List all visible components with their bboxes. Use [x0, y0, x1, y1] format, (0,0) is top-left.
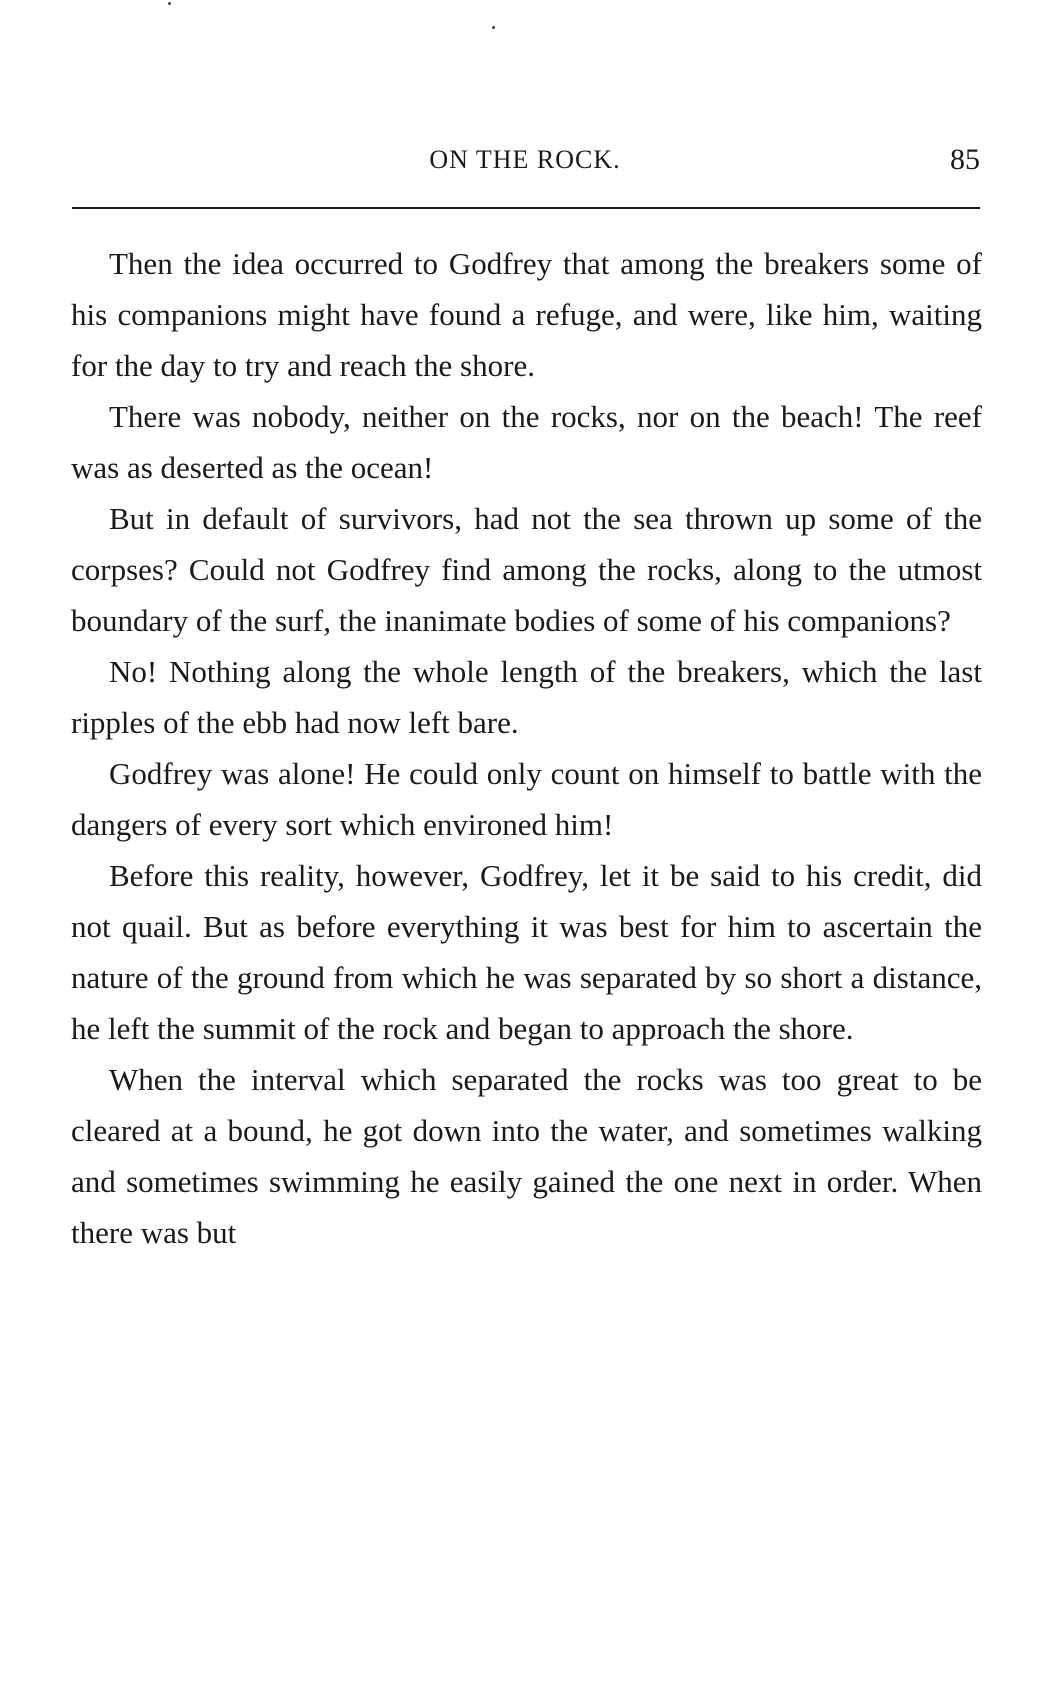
page-header: [70, 140, 980, 180]
header-rule: [72, 207, 980, 209]
paragraph: Before this reality, however, Godfrey, let it be said to his credit, did not quail. But as before everything it was best for him to ascertain the nature of the ground from which he was separated by so short a distance, he left the summit of the rock and began to approach the shore.: [71, 858, 982, 1046]
running-title: ON THE ROCK.: [429, 145, 621, 174]
print-speck: [168, 2, 171, 5]
paragraph: But in default of survivors, had not the sea thrown up some of the corpses? Could not Godfrey find among the rocks, along to the utmost boundary of the surf, the inanimate bodies of some of his companions?: [71, 501, 982, 638]
paragraph: Godfrey was alone! He could only count on himself to battle with the dangers of every sort which environed him!: [71, 756, 982, 842]
paragraph: When the interval which separated the rocks was too great to be cleared at a bound, he got down into the water, and sometimes walking and sometimes swimming he easily gained the one next in order. When there was but: [71, 1062, 982, 1250]
print-speck: [492, 26, 495, 29]
paragraph: Then the idea occurred to Godfrey that among the breakers some of his companions might have found a refuge, and were, like him, waiting for the day to try and reach the shore.: [71, 246, 982, 383]
body-text: [71, 238, 982, 1258]
page-number: 85: [950, 143, 980, 176]
paragraph: No! Nothing along the whole length of the breakers, which the last ripples of the ebb had now left bare.: [71, 654, 982, 740]
paragraph: There was nobody, neither on the rocks, nor on the beach! The reef was as deserted as the ocean!: [71, 399, 982, 485]
